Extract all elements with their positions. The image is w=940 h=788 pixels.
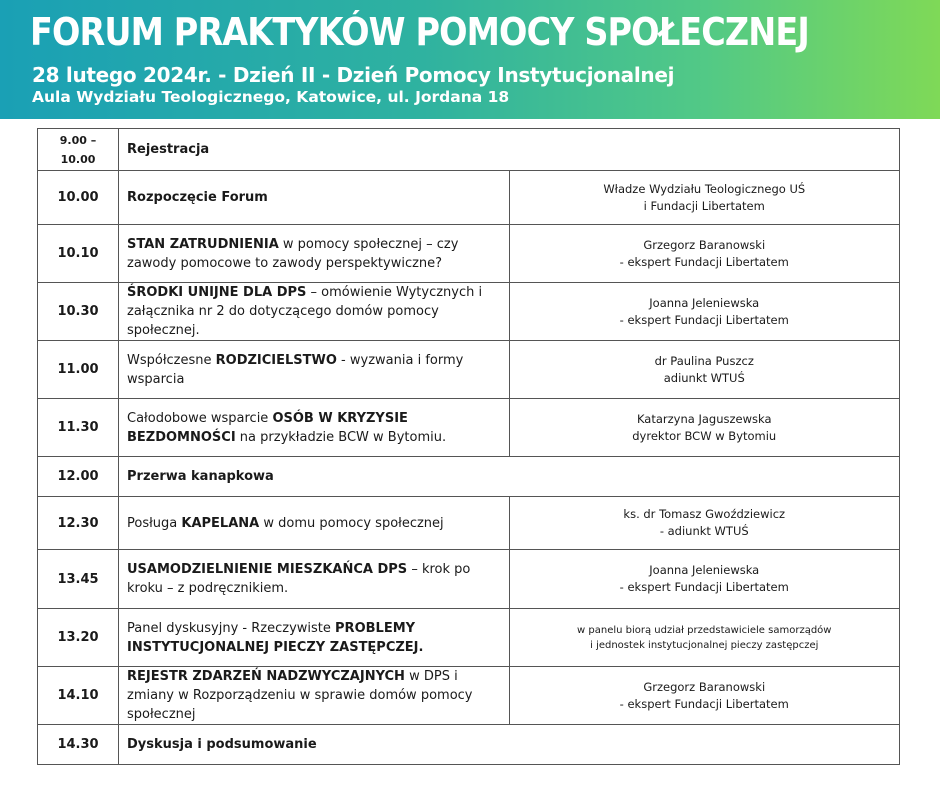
topic-cell: Rozpoczęcie Forum — [119, 171, 510, 225]
event-location: Aula Wydziału Teologicznego, Katowice, ul. Jordana 18 — [32, 88, 510, 106]
header-banner — [0, 0, 940, 119]
speaker-cell: Grzegorz Baranowski - ekspert Fundacji Libertatem — [509, 225, 900, 283]
table-row — [38, 129, 900, 171]
table-row — [38, 457, 900, 497]
topic-cell: Dyskusja i podsumowanie — [119, 725, 900, 765]
time-cell: 12.30 — [38, 497, 119, 550]
speaker-cell: ks. dr Tomasz Gwoździewicz - adiunkt WTUŚ — [509, 497, 900, 550]
table-row — [38, 283, 900, 341]
topic-cell: Całodobowe wsparcie OSÓB W KRYZYSIE BEZDOMNOŚCI na przykładzie BCW w Bytomiu. — [119, 399, 510, 457]
topic-cell: USAMODZIELNIENIE MIESZKAŃCA DPS – krok po kroku – z podręcznikiem. — [119, 550, 510, 609]
time-cell: 14.30 — [38, 725, 119, 765]
time-cell: 10.10 — [38, 225, 119, 283]
time-cell: 11.30 — [38, 399, 119, 457]
time-cell: 13.20 — [38, 609, 119, 667]
table-row — [38, 497, 900, 550]
speaker-cell: Grzegorz Baranowski - ekspert Fundacji Libertatem — [509, 667, 900, 725]
topic-cell: Panel dyskusyjny - Rzeczywiste PROBLEMY INSTYTUCJONALNEJ PIECZY ZASTĘPCZEJ. — [119, 609, 510, 667]
table-row — [38, 399, 900, 457]
topic-cell: STAN ZATRUDNIENIA w pomocy społecznej – czy zawody pomocowe to zawody perspektywiczne? — [119, 225, 510, 283]
topic-cell: Współczesne RODZICIELSTWO - wyzwania i formy wsparcia — [119, 341, 510, 399]
speaker-cell: Joanna Jeleniewska - ekspert Fundacji Libertatem — [509, 550, 900, 609]
speaker-cell: Joanna Jeleniewska - ekspert Fundacji Libertatem — [509, 283, 900, 341]
table-row — [38, 725, 900, 765]
event-date: 28 lutego 2024r. - Dzień II - Dzień Pomocy Instytucjonalnej — [32, 63, 675, 87]
table-row — [38, 550, 900, 609]
speaker-cell: Władze Wydziału Teologicznego UŚ i Fundacji Libertatem — [509, 171, 900, 225]
time-cell: 11.00 — [38, 341, 119, 399]
table-row — [38, 667, 900, 725]
agenda-table — [37, 128, 900, 765]
topic-cell: Rejestracja — [119, 129, 900, 171]
time-cell: 13.45 — [38, 550, 119, 609]
speaker-cell: dr Paulina Puszcz adiunkt WTUŚ — [509, 341, 900, 399]
time-cell: 12.00 — [38, 457, 119, 497]
time-cell: 14.10 — [38, 667, 119, 725]
table-row — [38, 341, 900, 399]
table-row — [38, 225, 900, 283]
speaker-cell: Katarzyna Jaguszewska dyrektor BCW w Bytomiu — [509, 399, 900, 457]
topic-cell: Posługa KAPELANA w domu pomocy społecznej — [119, 497, 510, 550]
event-title: FORUM PRAKTYKÓW POMOCY SPOŁECZNEJ — [30, 10, 809, 54]
table-row — [38, 171, 900, 225]
speaker-cell: w panelu biorą udział przedstawiciele samorządów i jednostek instytucjonalnej pieczy zastępczej — [509, 609, 900, 667]
topic-cell: REJESTR ZDARZEŃ NADZWYCZAJNYCH w DPS i zmiany w Rozporządzeniu w sprawie domów pomocy społecznej — [119, 667, 510, 725]
time-cell: 9.00 – 10.00 — [38, 129, 119, 171]
time-cell: 10.00 — [38, 171, 119, 225]
topic-cell: Przerwa kanapkowa — [119, 457, 900, 497]
time-cell: 10.30 — [38, 283, 119, 341]
topic-cell: ŚRODKI UNIJNE DLA DPS – omówienie Wytycznych i załącznika nr 2 do dotyczącego domów pomocy społecznej. — [119, 283, 510, 341]
table-row — [38, 609, 900, 667]
